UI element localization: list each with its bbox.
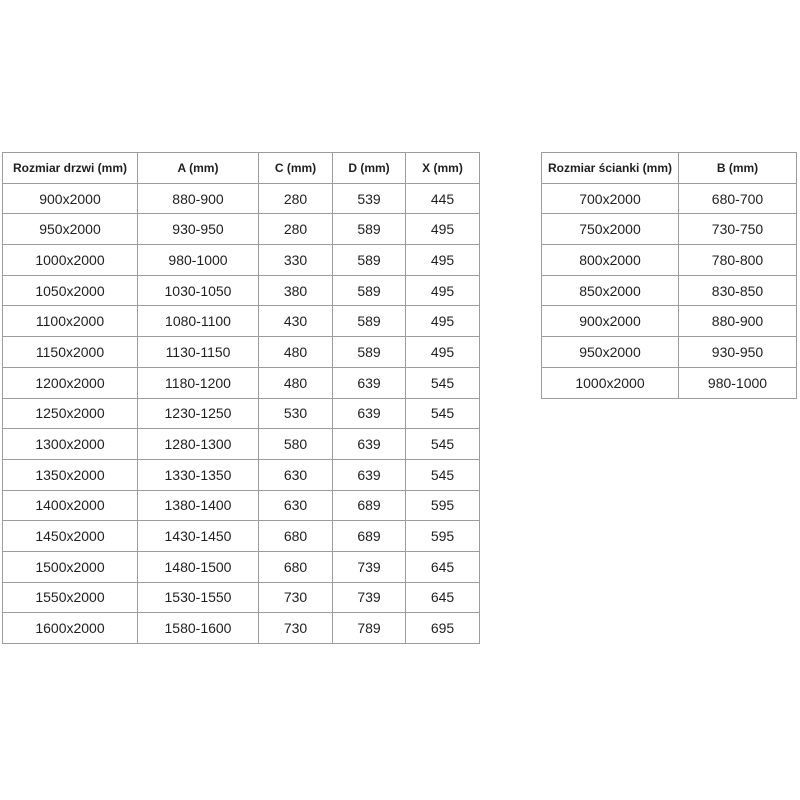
walls-row — [542, 183, 797, 214]
doors-cell: 280 — [259, 183, 333, 214]
doors-header-row — [3, 153, 480, 184]
doors-cell: 645 — [406, 582, 480, 613]
doors-cell: 900x2000 — [3, 183, 138, 214]
doors-row — [3, 214, 480, 245]
doors-cell: 1200x2000 — [3, 367, 138, 398]
doors-cell: 495 — [406, 245, 480, 276]
doors-cell: 1130-1150 — [138, 337, 259, 368]
doors-row — [3, 337, 480, 368]
doors-cell: 380 — [259, 275, 333, 306]
doors-cell: 739 — [333, 582, 406, 613]
walls-cell: 880-900 — [679, 306, 797, 337]
doors-cell: 639 — [333, 398, 406, 429]
doors-cell: 280 — [259, 214, 333, 245]
doors-cell: 1450x2000 — [3, 521, 138, 552]
doors-cell: 1430-1450 — [138, 521, 259, 552]
doors-cell: 480 — [259, 367, 333, 398]
doors-cell: 545 — [406, 398, 480, 429]
walls-cell: 930-950 — [679, 337, 797, 368]
doors-cell: 1530-1550 — [138, 582, 259, 613]
doors-cell: 680 — [259, 521, 333, 552]
walls-row — [542, 275, 797, 306]
doors-cell: 1380-1400 — [138, 490, 259, 521]
walls-cell: 680-700 — [679, 183, 797, 214]
walls-header-cell: B (mm) — [679, 153, 797, 184]
walls-row — [542, 245, 797, 276]
doors-cell: 495 — [406, 214, 480, 245]
doors-cell: 589 — [333, 245, 406, 276]
wall-panel-sizes-table — [541, 152, 797, 399]
doors-header-cell: Rozmiar drzwi (mm) — [3, 153, 138, 184]
doors-cell: 545 — [406, 459, 480, 490]
doors-cell: 589 — [333, 306, 406, 337]
doors-cell: 580 — [259, 429, 333, 460]
doors-cell: 689 — [333, 490, 406, 521]
doors-cell: 1150x2000 — [3, 337, 138, 368]
doors-cell: 495 — [406, 275, 480, 306]
doors-row — [3, 613, 480, 644]
doors-cell: 1100x2000 — [3, 306, 138, 337]
walls-cell: 700x2000 — [542, 183, 679, 214]
walls-cell: 980-1000 — [679, 367, 797, 398]
doors-cell: 480 — [259, 337, 333, 368]
doors-cell: 730 — [259, 582, 333, 613]
doors-cell: 589 — [333, 214, 406, 245]
doors-header-cell: D (mm) — [333, 153, 406, 184]
doors-cell: 1080-1100 — [138, 306, 259, 337]
doors-row — [3, 459, 480, 490]
doors-cell: 1280-1300 — [138, 429, 259, 460]
doors-row — [3, 521, 480, 552]
doors-cell: 1250x2000 — [3, 398, 138, 429]
doors-cell: 595 — [406, 490, 480, 521]
walls-cell: 1000x2000 — [542, 367, 679, 398]
doors-row — [3, 183, 480, 214]
doors-cell: 1000x2000 — [3, 245, 138, 276]
doors-cell: 539 — [333, 183, 406, 214]
walls-row — [542, 337, 797, 368]
doors-cell: 1480-1500 — [138, 551, 259, 582]
doors-cell: 445 — [406, 183, 480, 214]
doors-header-cell: X (mm) — [406, 153, 480, 184]
doors-cell: 1050x2000 — [3, 275, 138, 306]
doors-cell: 789 — [333, 613, 406, 644]
walls-cell: 850x2000 — [542, 275, 679, 306]
doors-row — [3, 429, 480, 460]
walls-header-cell: Rozmiar ścianki (mm) — [542, 153, 679, 184]
walls-cell: 750x2000 — [542, 214, 679, 245]
walls-cell: 800x2000 — [542, 245, 679, 276]
doors-cell: 330 — [259, 245, 333, 276]
doors-header-cell: C (mm) — [259, 153, 333, 184]
doors-cell: 730 — [259, 613, 333, 644]
doors-cell: 680 — [259, 551, 333, 582]
walls-cell: 900x2000 — [542, 306, 679, 337]
doors-row — [3, 245, 480, 276]
doors-row — [3, 306, 480, 337]
doors-cell: 1030-1050 — [138, 275, 259, 306]
doors-cell: 639 — [333, 367, 406, 398]
doors-row — [3, 582, 480, 613]
doors-cell: 639 — [333, 459, 406, 490]
doors-cell: 1600x2000 — [3, 613, 138, 644]
walls-cell: 950x2000 — [542, 337, 679, 368]
doors-cell: 1330-1350 — [138, 459, 259, 490]
walls-row — [542, 214, 797, 245]
doors-cell: 630 — [259, 459, 333, 490]
doors-row — [3, 551, 480, 582]
doors-cell: 639 — [333, 429, 406, 460]
doors-cell: 595 — [406, 521, 480, 552]
doors-cell: 495 — [406, 337, 480, 368]
doors-cell: 1400x2000 — [3, 490, 138, 521]
doors-cell: 1500x2000 — [3, 551, 138, 582]
doors-cell: 695 — [406, 613, 480, 644]
doors-cell: 630 — [259, 490, 333, 521]
doors-row — [3, 367, 480, 398]
doors-cell: 589 — [333, 337, 406, 368]
doors-row — [3, 275, 480, 306]
walls-cell: 780-800 — [679, 245, 797, 276]
doors-cell: 1580-1600 — [138, 613, 259, 644]
doors-cell: 430 — [259, 306, 333, 337]
doors-cell: 980-1000 — [138, 245, 259, 276]
doors-cell: 545 — [406, 429, 480, 460]
doors-cell: 1350x2000 — [3, 459, 138, 490]
doors-cell: 1180-1200 — [138, 367, 259, 398]
doors-cell: 950x2000 — [3, 214, 138, 245]
walls-cell: 730-750 — [679, 214, 797, 245]
door-sizes-table — [2, 152, 480, 644]
doors-cell: 1300x2000 — [3, 429, 138, 460]
walls-row — [542, 306, 797, 337]
doors-header-cell: A (mm) — [138, 153, 259, 184]
doors-cell: 739 — [333, 551, 406, 582]
walls-row — [542, 367, 797, 398]
doors-cell: 1550x2000 — [3, 582, 138, 613]
doors-cell: 1230-1250 — [138, 398, 259, 429]
doors-row — [3, 398, 480, 429]
doors-cell: 645 — [406, 551, 480, 582]
walls-cell: 830-850 — [679, 275, 797, 306]
doors-cell: 689 — [333, 521, 406, 552]
doors-cell: 545 — [406, 367, 480, 398]
doors-cell: 589 — [333, 275, 406, 306]
walls-header-row — [542, 153, 797, 184]
doors-cell: 495 — [406, 306, 480, 337]
doors-cell: 930-950 — [138, 214, 259, 245]
doors-cell: 880-900 — [138, 183, 259, 214]
doors-cell: 530 — [259, 398, 333, 429]
doors-row — [3, 490, 480, 521]
